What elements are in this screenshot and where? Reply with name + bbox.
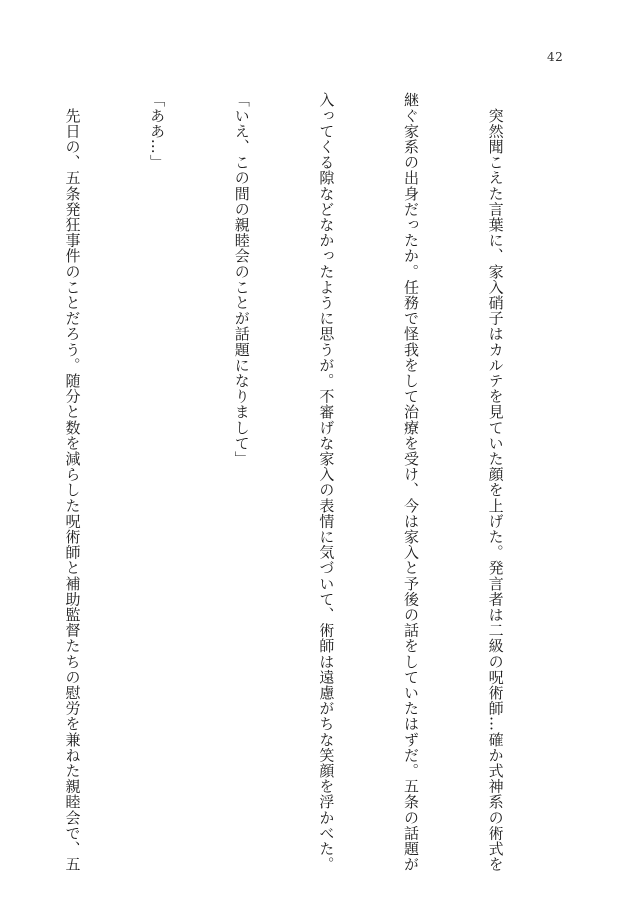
text-line: 入ってくる隙などなかったように思うが。不審げな家入の表情に気づいて、術師は遠慮がちな笑顔を浮かべた。 <box>317 92 336 872</box>
text-line: 突然聞こえた言葉に、家入硝子はカルテを見ていた顔を上げた。発言者は二級の呪術師…確か式神系の術式を <box>486 92 505 872</box>
text-line: 「ああ…」 <box>148 92 167 170</box>
text-line <box>0 92 2 862</box>
vertical-text-body <box>0 92 566 872</box>
text-line: 先日の、五条発狂事件のことだろう。随分と数を減らした呪術師と補助監督たちの慰労を兼ねた親睦会で、五 <box>63 92 82 872</box>
text-line: 「いえ、この間の親睦会のことが話題になりまして」 <box>232 92 251 467</box>
page-number: 42 <box>547 50 564 64</box>
text-line: 継ぐ家系の出身だったか。任務で怪我をして治療を受け、今は家入と予後の話をしていたはずだ。五条の話題が <box>401 92 420 872</box>
